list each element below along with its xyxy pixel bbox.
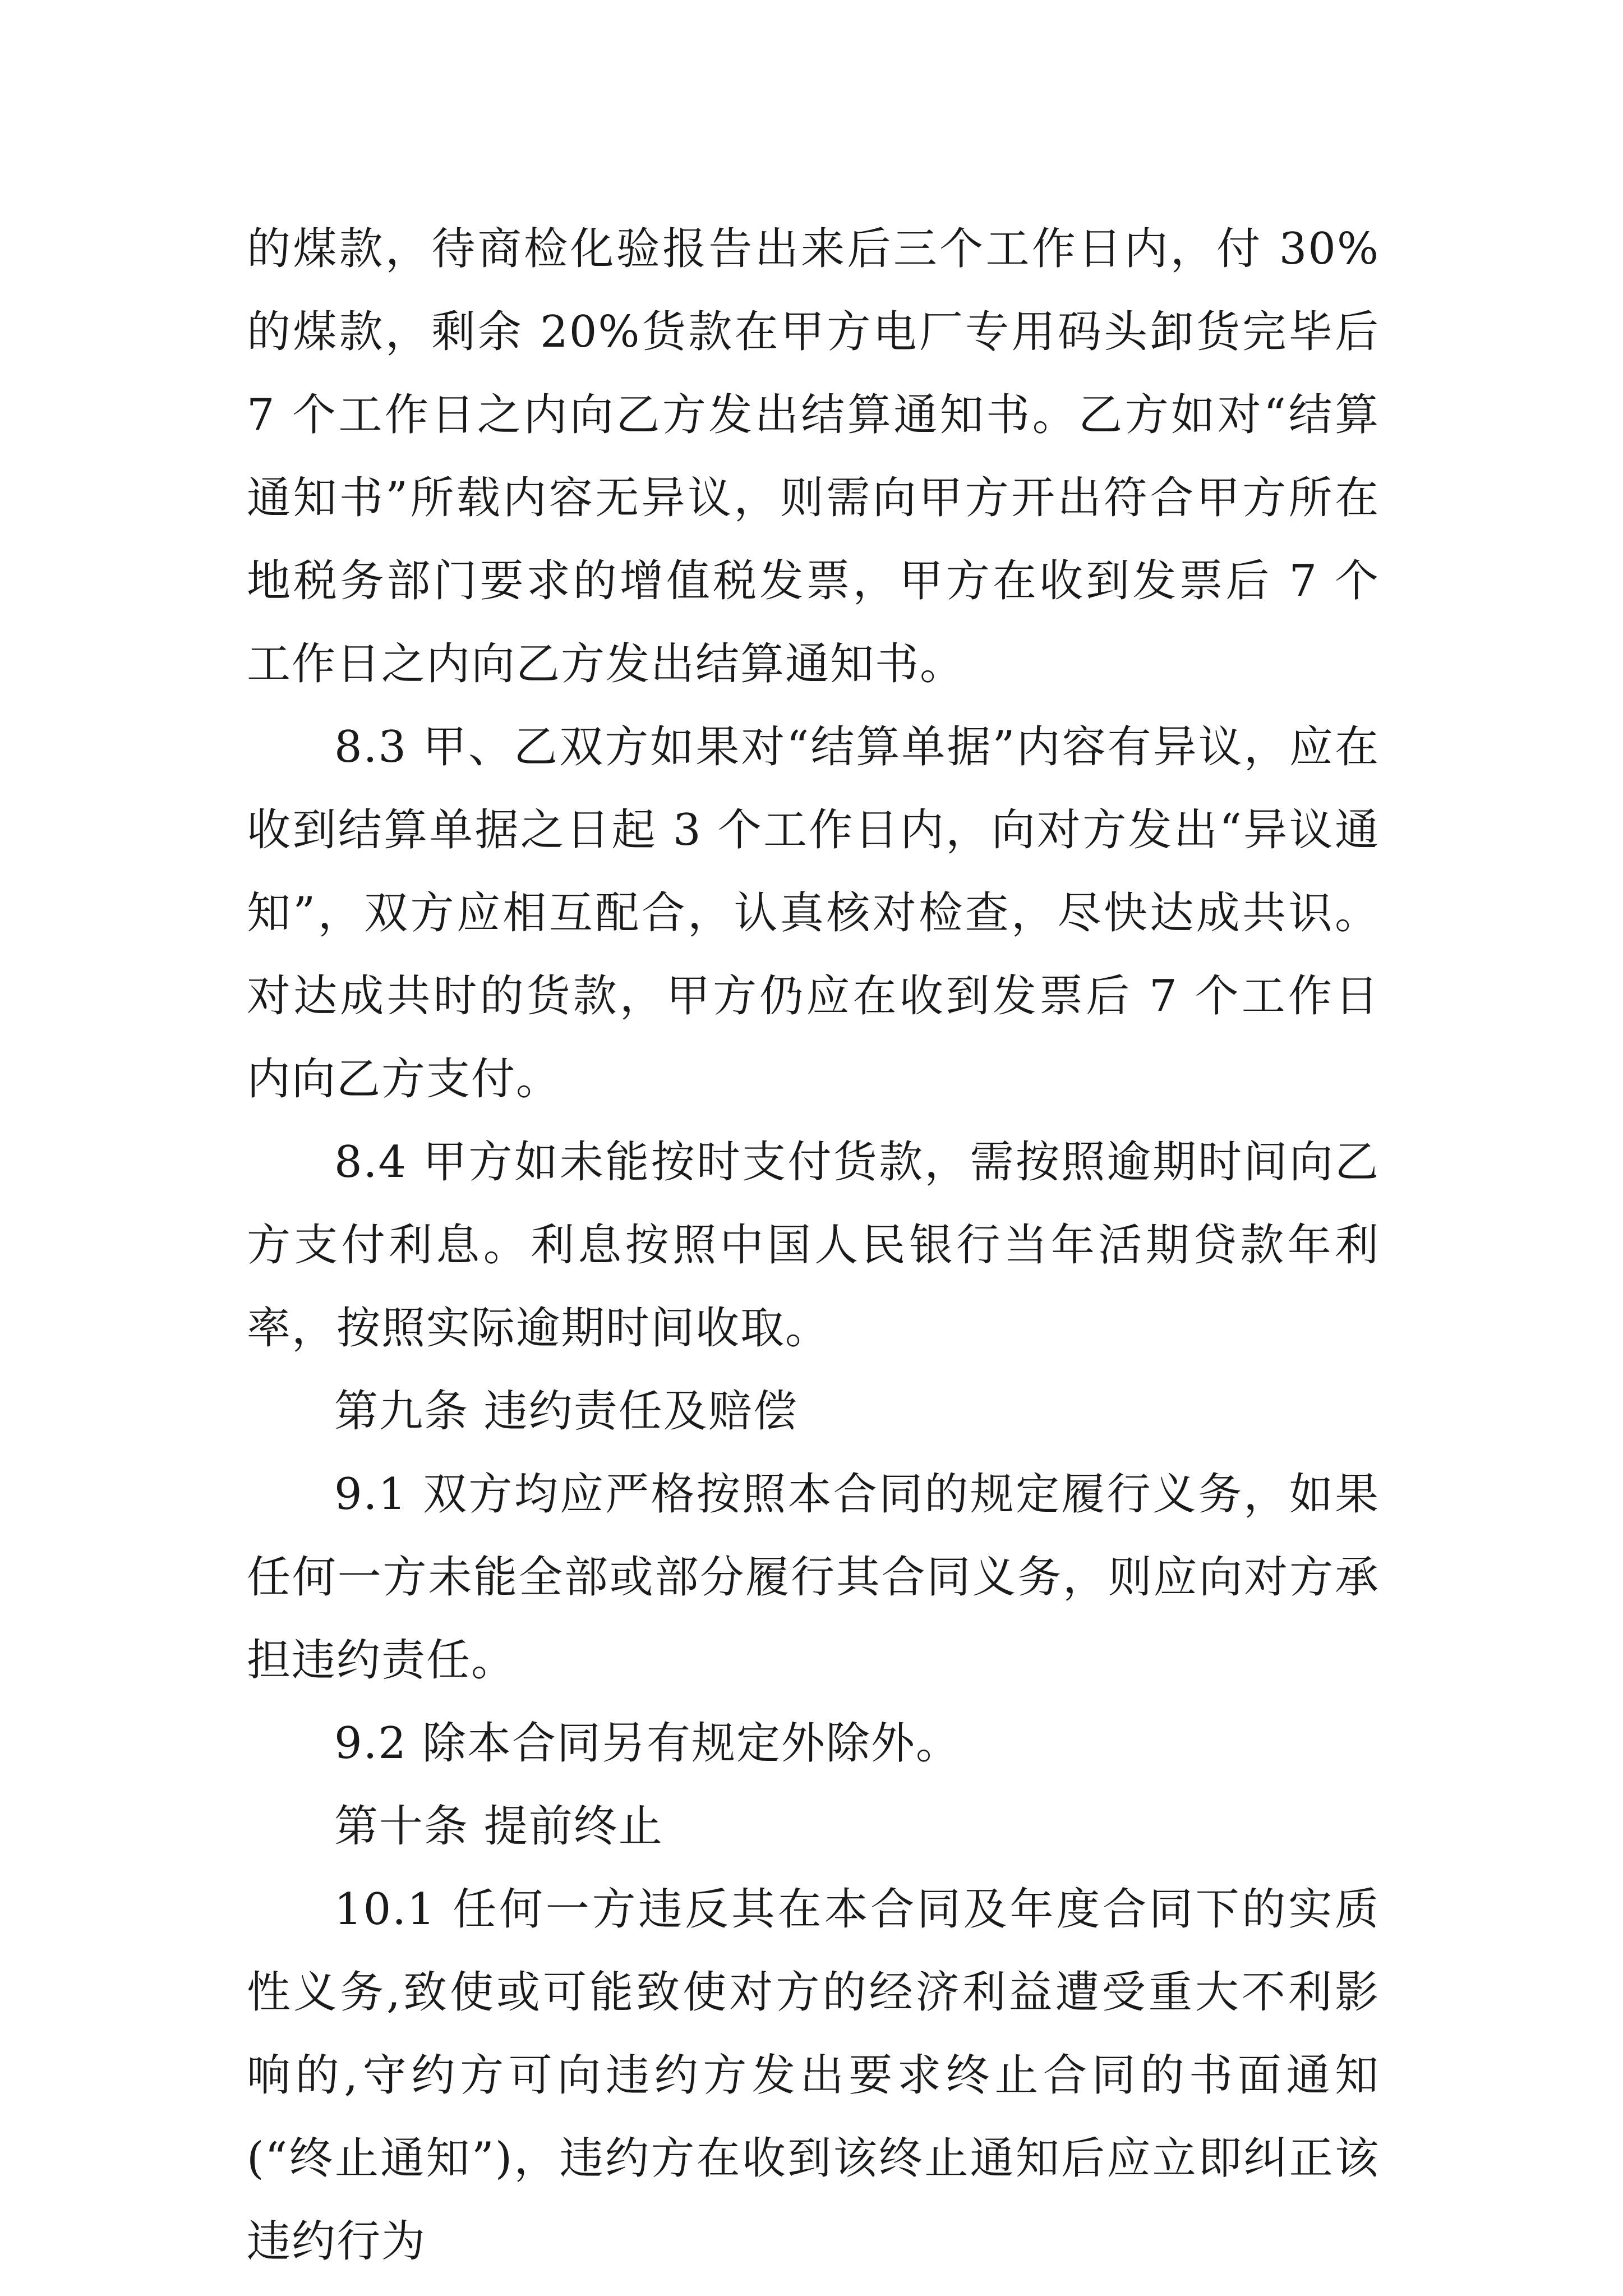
paragraph-9-2: 9.2 除本合同另有规定外除外。: [334, 1718, 961, 1769]
paragraph-8-3: 8.3 甲、乙双方如果对“结算单据”内容有异议，应在收到结算单据之日起 3 个工作日内，向对方发出“异议通知”，双方应相互配合，认真核对检查，尽快达成共识。对达成共时的货款，甲方仍应在收到发票后 7 个工作日内向乙方支付。: [247, 722, 1380, 1105]
article-10-heading: 第十条 提前终止: [334, 1801, 663, 1852]
paragraph-9-1: 9.1 双方均应严格按照本合同的规定履行义务，如果任何一方未能全部或部分履行其合同义务，则应向对方承担违约责任。: [247, 1469, 1380, 1686]
document-body: [247, 208, 1380, 2283]
paragraph-payment-settlement: 的煤款，待商检化验报告出来后三个工作日内，付 30%的煤款，剩余 20%货款在甲方电厂专用码头卸货完毕后 7 个工作日之内向乙方发出结算通知书。乙方如对“结算通知书”所载内容无异议，则需向甲方开出符合甲方所在地税务部门要求的增值税发票，甲方在收到发票后 7 个工作日之内向乙方发出结算通知书。: [247, 224, 1380, 689]
article-9-heading: 第九条 违约责任及赔偿: [334, 1386, 798, 1437]
paragraph-10-1: 10.1 任何一方违反其在本合同及年度合同下的实质性义务,致使或可能致使对方的经济利益遭受重大不利影响的,守约方可向违约方发出要求终止合同的书面通知(“终止通知”)，违约方在收到该终止通知后应立即纠正该违约行为: [247, 1884, 1380, 2267]
paragraph-8-4: 8.4 甲方如未能按时支付货款，需按照逾期时间向乙方支付利息。利息按照中国人民银行当年活期贷款年利率，按照实际逾期时间收取。: [247, 1137, 1380, 1354]
